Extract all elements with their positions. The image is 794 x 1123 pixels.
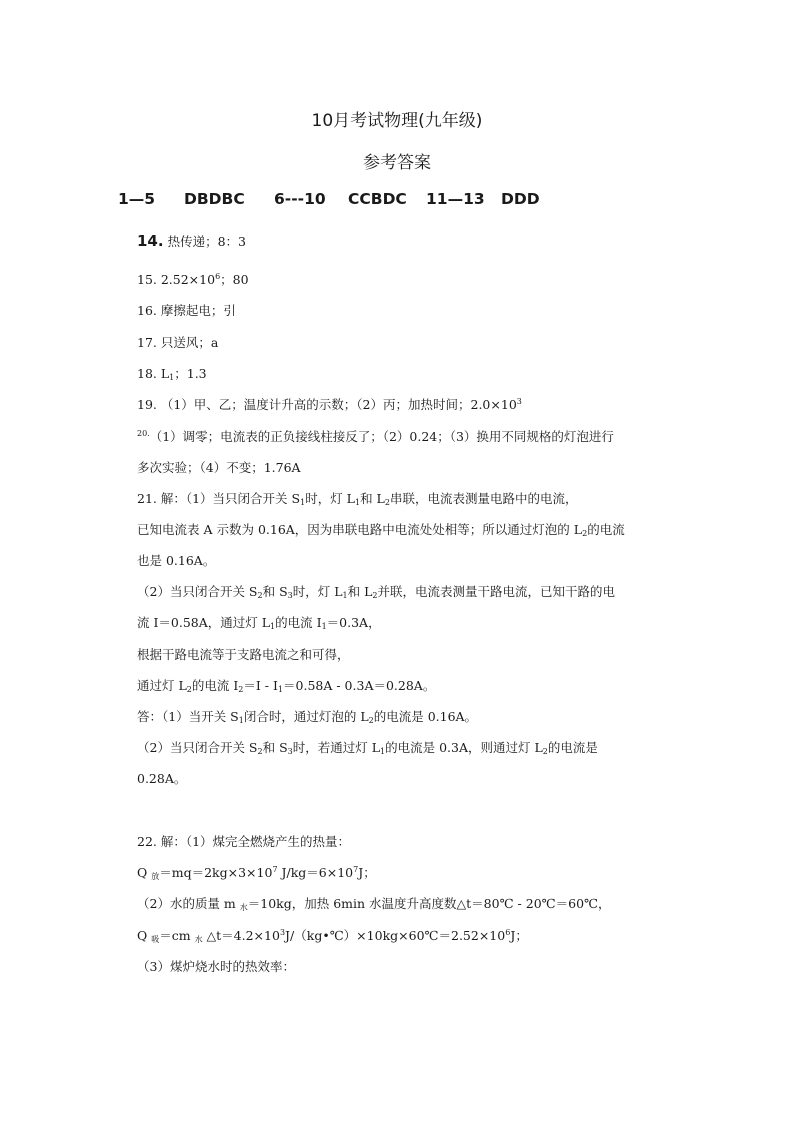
answer-16: 16. 摩擦起电；引 — [137, 303, 236, 318]
text-fragment: 时，若通过灯 L — [292, 740, 381, 755]
text-fragment: 已知电流表 A 示数为 0.16A，因为串联电路中电流处处相等；所以通过灯泡的 L — [137, 522, 583, 537]
answer-21-line7 — [137, 676, 435, 694]
text-fragment: ＝10kg，加热 6min 水温度升高度数△t＝80℃ - 20℃＝60℃， — [247, 896, 611, 911]
text-fragment: ＝mq＝2kg×3×10 — [159, 865, 273, 880]
text-fragment: 2 — [257, 591, 263, 600]
text-fragment: J； — [510, 928, 528, 943]
text-fragment: 2 — [582, 529, 588, 538]
text-fragment: J/（kg•℃）×10kg×60℃＝2.52×10 — [285, 928, 506, 943]
text-fragment: 15. 2.52×10 — [137, 272, 216, 287]
mc-range-3: 11—13 — [426, 190, 485, 208]
text-fragment: （2）当只闭合开关 S — [137, 584, 258, 599]
answer-22-line2 — [137, 863, 376, 882]
text-fragment: 和 L — [347, 584, 373, 599]
text-fragment: 2 — [542, 747, 548, 756]
answer-21-line10: 0.28A。 — [137, 771, 187, 786]
text-fragment: 2 — [238, 685, 244, 694]
text-fragment: 1 — [300, 498, 306, 507]
text-fragment: （2）水的质量 m — [137, 896, 240, 911]
text-fragment: 1 — [380, 747, 386, 756]
text-fragment: ＝cm — [159, 928, 195, 943]
mc-range-2: 6---10 — [274, 190, 326, 208]
answer-22-line5: （3）煤炉烧水时的热效率： — [137, 959, 295, 974]
text-fragment: 3 — [287, 747, 293, 756]
page-title: 10月考试物理(九年级) — [311, 111, 483, 131]
answer-21-line5 — [137, 613, 381, 631]
answer-21-line8 — [137, 707, 477, 725]
answer-21-line9 — [137, 738, 598, 756]
text-fragment: 1 — [277, 685, 284, 694]
text-fragment: （1）调零；电流表的正负接线柱接反了；（2）0.24；（3）换用不同规格的灯泡进行 — [149, 429, 614, 444]
text-fragment: Q — [137, 865, 152, 880]
text-fragment: 1 — [238, 716, 244, 725]
text-fragment: 2 — [186, 685, 192, 694]
text-fragment: 20. — [137, 429, 150, 438]
answer-17: 17. 只送风；a — [137, 335, 219, 350]
text-fragment: 2 — [372, 591, 378, 600]
text-fragment: 1 — [354, 498, 361, 507]
text-fragment: 的电流是 0.3A，则通过灯 L — [385, 740, 543, 755]
text-fragment: ＝0.3A， — [326, 615, 381, 630]
text-fragment: 的电流 I — [275, 615, 322, 630]
text-fragment: 的电流是 0.16A。 — [373, 709, 478, 724]
answer-18 — [137, 364, 207, 382]
answer-15 — [137, 270, 249, 288]
text-fragment: 流 I＝0.58A，通过灯 L — [137, 615, 271, 630]
answer-22-line1: 22. 解：（1）煤完全燃烧产生的热量： — [137, 834, 351, 849]
text-fragment: 3 — [279, 928, 286, 937]
text-fragment: 答：（1）当开关 S — [137, 709, 239, 724]
text-fragment: （2）当只闭合开关 S — [137, 740, 258, 755]
text-fragment: 3 — [287, 591, 293, 600]
text-fragment: Q — [137, 928, 152, 943]
text-fragment: 和 S — [262, 584, 288, 599]
text-fragment: 19. （1）甲、乙；温度计升高的示数；（2）丙；加热时间；2.0×10 — [137, 397, 517, 412]
mc-answers-2: CCBDC — [348, 190, 407, 208]
text-fragment: 18. L — [137, 366, 170, 381]
text-fragment: ；1.3 — [174, 366, 207, 381]
text-fragment: J/kg＝6×10 — [277, 865, 354, 880]
answer-22-line3 — [137, 894, 611, 913]
mc-answers-3: DDD — [501, 190, 540, 208]
text-fragment: 7 — [272, 865, 278, 874]
text-fragment: 3 — [516, 397, 522, 406]
text-fragment: 时，灯 L — [292, 584, 343, 599]
answer-21-line3: 也是 0.16A。 — [137, 553, 216, 568]
mc-answers-1: DBDBC — [184, 190, 245, 208]
text-fragment: 21. 解：（1）当只闭合开关 S — [137, 491, 301, 506]
text-fragment: ；80 — [220, 272, 249, 287]
text-fragment: 6 — [215, 272, 221, 281]
text-fragment: 2 — [368, 716, 374, 725]
text-fragment: △t＝4.2×10 — [202, 928, 280, 943]
text-fragment: J； — [358, 865, 376, 880]
mc-range-1: 1—5 — [118, 190, 156, 208]
text-fragment: 2 — [257, 747, 263, 756]
text-fragment: 吸 — [151, 935, 160, 944]
answer-21-line2 — [137, 520, 625, 538]
text-fragment: 的电流 I — [191, 678, 239, 693]
text-fragment: 6 — [505, 928, 511, 937]
text-fragment: 并联，电流表测量干路电流，已知干路的电 — [377, 584, 615, 599]
answer-21-line6: 根据干路电流等于支路电流之和可得， — [137, 647, 350, 662]
text-fragment: 和 S — [262, 740, 288, 755]
answer-22-line4 — [137, 926, 528, 945]
text-fragment: ＝I - I — [243, 678, 278, 693]
text-fragment: 和 L — [360, 491, 385, 506]
page-subtitle: 参考答案 — [363, 153, 431, 173]
text-fragment: 1 — [270, 622, 276, 631]
text-fragment: 1 — [169, 373, 175, 382]
text-fragment: 时，灯 L — [305, 491, 355, 506]
text-fragment: 通过灯 L — [137, 678, 187, 693]
text-fragment: 1 — [321, 622, 327, 631]
answer-14 — [137, 232, 246, 250]
text-fragment: ＝0.58A - 0.3A＝0.28A。 — [283, 678, 436, 693]
text-fragment: 的电流 — [587, 522, 625, 537]
text-fragment: 水 — [194, 935, 203, 944]
answer-19 — [137, 395, 522, 413]
text-fragment: 串联，电流表测量电路中的电流， — [389, 491, 578, 506]
text-fragment: 闭合时，通过灯泡的 L — [243, 709, 369, 724]
text-fragment: 的电流是 — [547, 740, 598, 755]
text-fragment: 7 — [353, 865, 359, 874]
text-fragment: 热传递；8：3 — [167, 234, 246, 249]
text-fragment: 水 — [239, 903, 248, 912]
answer-21-line1 — [137, 489, 577, 507]
text-fragment: 放 — [151, 872, 160, 881]
answer-21-line4 — [137, 582, 615, 600]
answer-20-line2: 多次实验；（4）不变；1.76A — [137, 460, 301, 475]
answer-20-line1 — [137, 427, 614, 445]
text-fragment: 2 — [384, 498, 390, 507]
text-fragment: 14. — [137, 232, 164, 250]
text-fragment: 1 — [342, 591, 348, 600]
